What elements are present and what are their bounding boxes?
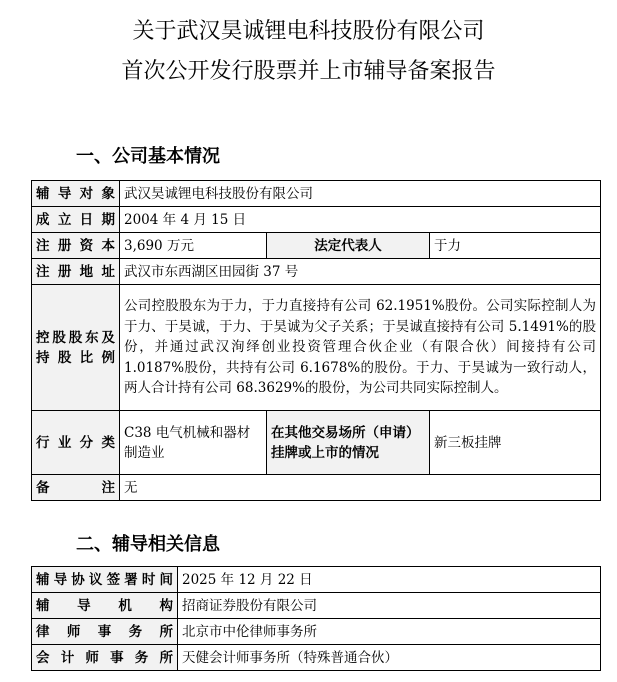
fudao-info-table [31,566,601,671]
label-kuaijishi-shiwusuo: 会计师事务所 [32,645,178,671]
value-konggu-gudong: 公司控股股东为于力，于力直接持有公司 62.1951%股份。公司实际控制人为于力、于昊诚，于力、于昊诚为父子关系；于昊诚直接持有公司 5.1491%的股份，并通过武汉洵绎创业投资管理合伙企业（有限合伙）间接持有公司 1.0187%股份，共持有公司 6.1678%的股份。于力、于昊诚为一致行动人，两人合计持有公司 68.3629%的股份，为公司共同实际控制人。 [120,285,601,411]
value-beizhu: 无 [120,475,601,501]
value-hangye-fenlei: C38 电气机械和器材制造业 [120,411,267,475]
value-qita-jiaoyi-changsuo: 新三板挂牌 [430,411,601,475]
section2-heading: 二、辅导相关信息 [76,534,220,555]
value-lvshi-shiwusuo: 北京市中伦律师事务所 [178,619,601,645]
label-lvshi-shiwusuo: 律师事务所 [32,619,178,645]
document-title-line2: 首次公开发行股票并上市辅导备案报告 [121,59,496,84]
label-zhuce-dizhi: 注册地址 [32,259,120,285]
label-konggu-gudong: 控股股东及持股比例 [32,285,120,411]
value-chengli-riqi: 2004 年 4 月 15 日 [120,207,601,233]
value-fading-daibiaoren: 于力 [430,233,601,259]
section1-heading: 一、公司基本情况 [76,146,220,167]
label-qita-jiaoyi-changsuo: 在其他交易场所（申请）挂牌或上市的情况 [267,411,430,475]
label-xieyi-qianshu-shijian: 辅导协议签署时间 [32,567,178,593]
value-fudao-jigou: 招商证券股份有限公司 [178,593,601,619]
label-zhuce-ziben: 注册资本 [32,233,120,259]
value-zhuce-dizhi: 武汉市东西湖区田园街 37 号 [120,259,601,285]
label-chengli-riqi: 成立日期 [32,207,120,233]
value-fudao-duixiang: 武汉昊诚锂电科技股份有限公司 [120,181,601,207]
label-hangye-fenlei: 行业分类 [32,411,120,475]
value-kuaijishi-shiwusuo: 天健会计师事务所（特殊普通合伙） [178,645,601,671]
label-fudao-duixiang: 辅导对象 [32,181,120,207]
label-fudao-jigou: 辅导机构 [32,593,178,619]
document-title-line1: 关于武汉昊诚锂电科技股份有限公司 [132,19,485,44]
label-beizhu: 备注 [32,475,120,501]
label-fading-daibiaoren: 法定代表人 [267,233,430,259]
value-xieyi-qianshu-shijian: 2025 年 12 月 22 日 [178,567,601,593]
value-zhuce-ziben: 3,690 万元 [120,233,267,259]
company-basic-info-table [31,180,601,501]
